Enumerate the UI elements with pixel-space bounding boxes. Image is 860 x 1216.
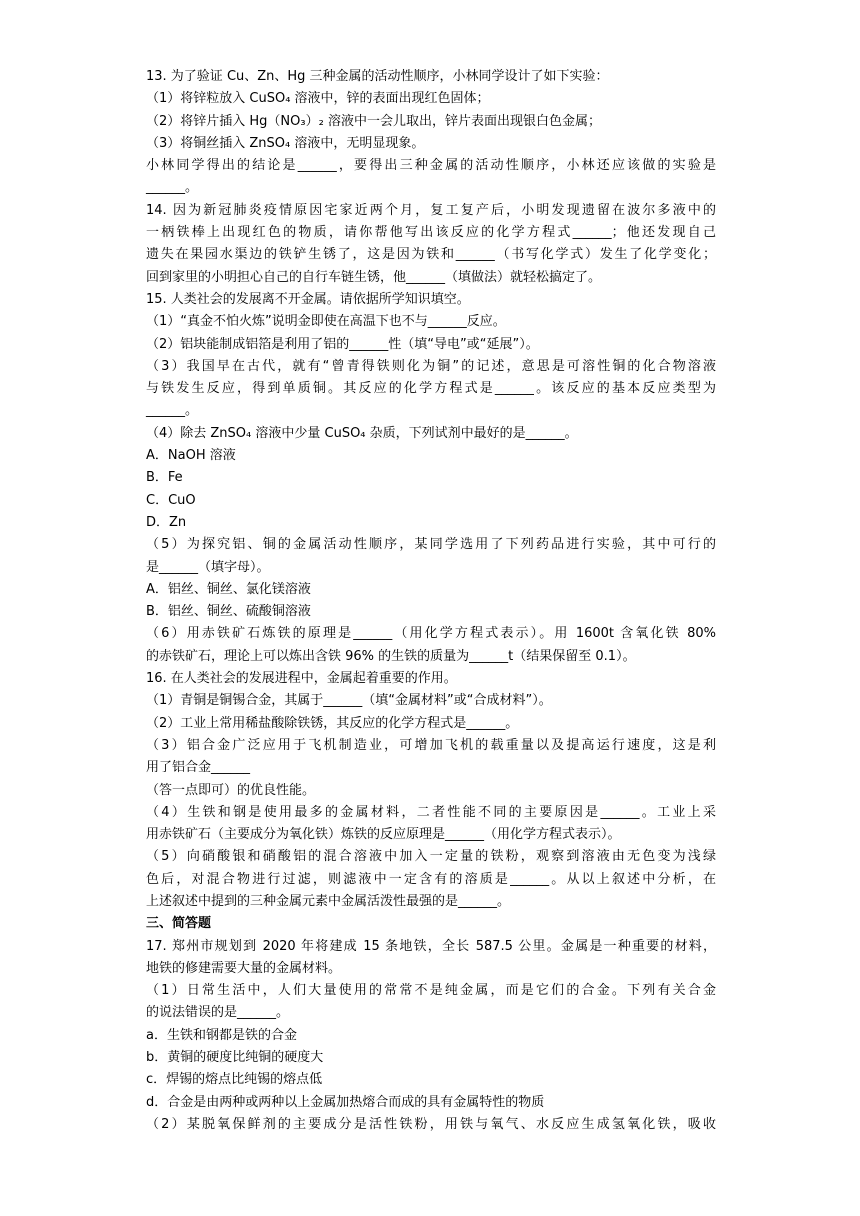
text-line: （4）生铁和钢是使用最多的金属材料，二者性能不同的主要原因是______。工业上采	[146, 804, 716, 820]
text-line: 上述叙述中提到的三种金属元素中金属活泼性最强的是______。	[146, 893, 511, 909]
text-line: A．NaOH 溶液	[146, 448, 236, 464]
text-line: （2）工业上常用稀盐酸除铁锈，其反应的化学方程式是______。	[146, 715, 519, 731]
text-line: ______。	[146, 180, 199, 196]
text-line: （2）某脱氧保鲜剂的主要成分是活性铁粉，用铁与氧气、水反应生成氢氧化铁，吸收	[146, 1116, 716, 1132]
text-line: B．铝丝、铜丝、硫酸铜溶液	[146, 604, 311, 620]
document-body	[146, 66, 716, 1136]
text-line: A．铝丝、铜丝、氯化镁溶液	[146, 581, 311, 597]
text-line: （3）将铜丝插入 ZnSO₄ 溶液中，无明显现象。	[146, 135, 425, 151]
text-line: C．CuO	[146, 492, 196, 508]
text-line: 16. 在人类社会的发展进程中，金属起着重要的作用。	[146, 671, 457, 687]
text-line: （1）“真金不怕火炼”说明金即使在高温下也不与______反应。	[146, 314, 506, 330]
text-line: 13. 为了验证 Cu、Zn、Hg 三种金属的活动性顺序，小林同学设计了如下实验：	[146, 69, 609, 84]
text-line: 15. 人类社会的发展离不开金属。请依据所学知识填空。	[146, 291, 470, 307]
section-heading: 三、简答题	[146, 916, 212, 932]
text-line: 的说法错误的是______。	[146, 1005, 290, 1021]
text-line: 用了铝合金______	[146, 760, 251, 776]
text-line: 小林同学得出的结论是______，要得出三种金属的活动性顺序，小林还应该做的实验是	[146, 158, 716, 174]
text-line: ______。	[146, 403, 199, 419]
text-line: a．生铁和钢都是铁的合金	[146, 1027, 297, 1043]
text-line: 17. 郑州市规划到 2020 年将建成 15 条地铁，全长 587.5 公里。金属是一种重要的材料，	[146, 938, 716, 954]
text-line: （1）将锌粒放入 CuSO₄ 溶液中，锌的表面出现红色固体；	[146, 91, 490, 107]
text-line: （5）向硝酸银和硝酸铝的混合溶液中加入一定量的铁粉，观察到溶液由无色变为浅绿	[146, 849, 716, 865]
text-line: 是______（填字母）。	[146, 559, 270, 575]
text-line: 14. 因为新冠肺炎疫情原因宅家近两个月，复工复产后，小明发现遗留在波尔多液中的	[146, 202, 716, 218]
text-line: （3）我国早在古代，就有“曾青得铁则化为铜”的记述，意思是可溶性铜的化合物溶液	[146, 358, 716, 374]
text-line: 用赤铁矿石（主要成分为氧化铁）炼铁的反应原理是______（用化学方程式表示）。	[146, 827, 621, 843]
text-line: 回到家里的小明担心自己的自行车链生锈，他______（填做法）就轻松搞定了。	[146, 269, 602, 285]
text-line: （3）铝合金广泛应用于飞机制造业，可增加飞机的载重量以及提高运行速度，这是利	[146, 737, 716, 753]
text-line: B．Fe	[146, 470, 183, 486]
text-line: 一柄铁棒上出现红色的物质，请你帮他写出该反应的化学方程式______；他还发现自己	[146, 225, 716, 241]
text-line: d．合金是由两种或两种以上金属加热熔合而成的具有金属特性的物质	[146, 1094, 545, 1110]
text-line: c．焊锡的熔点比纯锡的熔点低	[146, 1072, 323, 1088]
text-line: 的赤铁矿石，理论上可以炼出含铁 96% 的生铁的质量为______t（结果保留至 0.1）。	[146, 648, 636, 664]
text-line: （1）青铜是铜锡合金，其属于______（填“金属材料”或“合成材料”）。	[146, 693, 552, 709]
text-line: 地铁的修建需要大量的金属材料。	[146, 960, 342, 976]
text-line: b．黄铜的硬度比纯铜的硬度大	[146, 1050, 324, 1066]
text-line: D．Zn	[146, 514, 187, 530]
text-line: （4）除去 ZnSO₄ 溶液中少量 CuSO₄ 杂质，下列试剂中最好的是______。	[146, 425, 578, 441]
text-line: 色后，对混合物进行过滤，则滤液中一定含有的溶质是______。从以上叙述中分析，在	[146, 871, 716, 887]
text-line: （2）将锌片插入 Hg（NO₃）₂ 溶液中一会儿取出，锌片表面出现银白色金属；	[146, 113, 601, 129]
text-line: （2）铝块能制成铝箔是利用了铝的______性（填“导电”或“延展”）。	[146, 336, 539, 352]
text-line: （1）日常生活中，人们大量使用的常常不是纯金属，而是它们的合金。下列有关合金	[146, 983, 716, 999]
text-line: （6）用赤铁矿石炼铁的原理是______（用化学方程式表示）。用 1600t 含氧化铁 80%	[146, 626, 716, 642]
text-line: 与铁发生反应，得到单质铜。其反应的化学方程式是______。该反应的基本反应类型为	[146, 381, 716, 397]
text-line: （5）为探究铝、铜的金属活动性顺序，某同学选用了下列药品进行实验，其中可行的	[146, 537, 716, 553]
text-line: （答一点即可）的优良性能。	[146, 782, 316, 798]
text-line: 遗失在果园水渠边的铁铲生锈了，这是因为铁和______（书写化学式）发生了化学变化；	[146, 247, 716, 263]
